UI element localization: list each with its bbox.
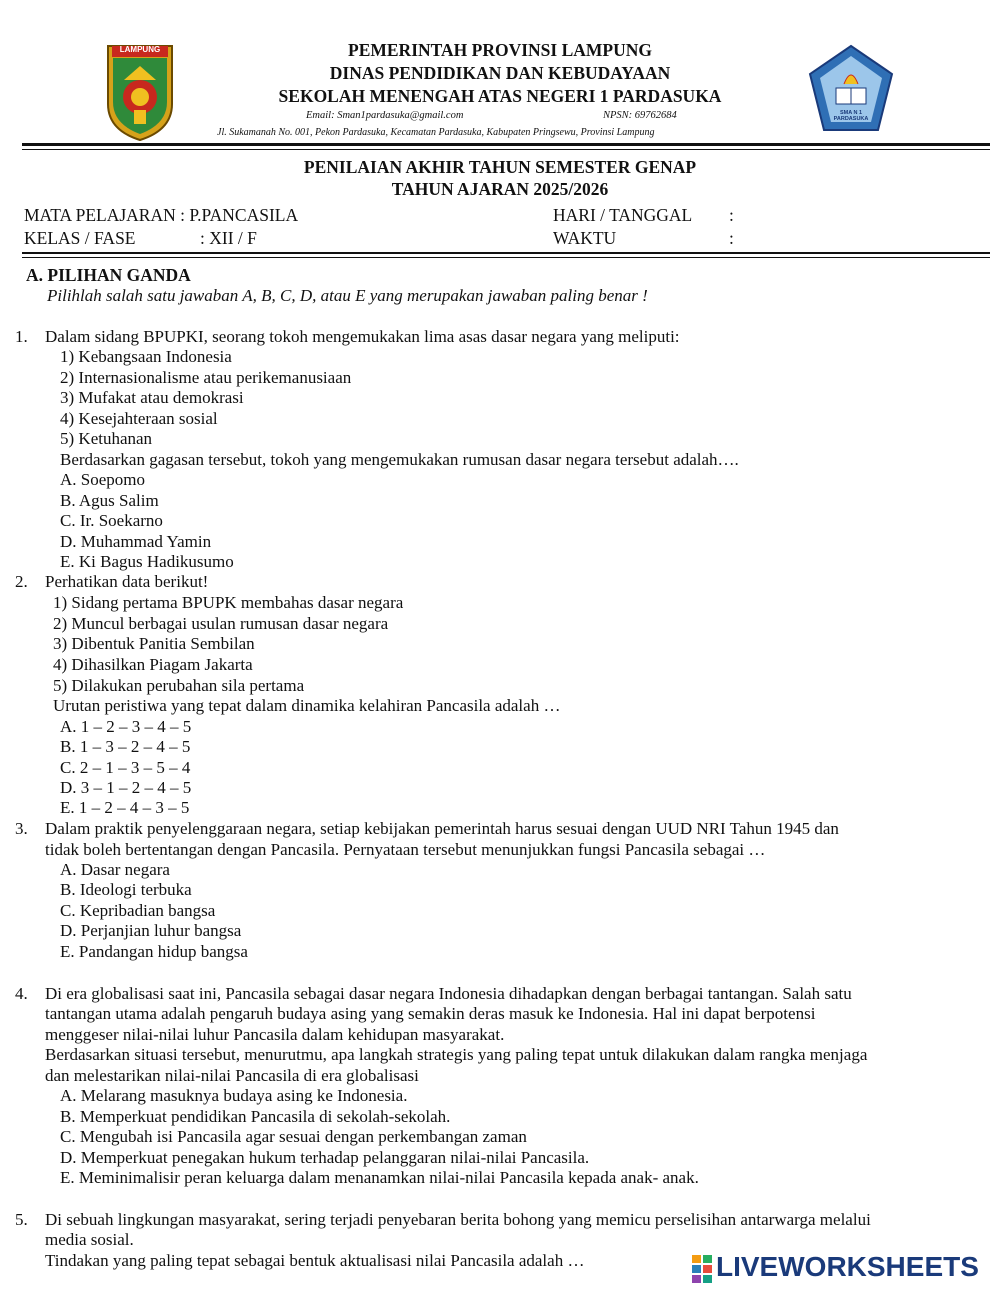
answer-option-e[interactable]: E. Pandangan hidup bangsa <box>60 942 248 961</box>
question-text: menggeser nilai-nilai luhur Pancasila dalam kehidupan masyarakat. <box>45 1025 505 1044</box>
answer-option-a[interactable]: A. Melarang masuknya budaya asing ke Indonesia. <box>60 1086 408 1105</box>
question-text: Tindakan yang paling tepat sebagai bentuk aktualisasi nilai Pancasila adalah … <box>45 1251 585 1270</box>
answer-option-d[interactable]: D. Perjanjian luhur bangsa <box>60 921 242 940</box>
time-label: WAKTU <box>553 228 617 248</box>
question-text: tidak boleh bertentangan dengan Pancasila. Pernyataan tersebut menunjukkan fungsi Pancasila sebagai … <box>45 840 766 859</box>
list-item: 4) Kesejahteraan sosial <box>60 409 218 428</box>
school-logo-label: SMA N 1 PARDASUKA <box>833 110 869 122</box>
question-number: 4. <box>15 984 28 1003</box>
question-number: 2. <box>15 572 28 591</box>
header-department: DINAS PENDIDIKAN DAN KEBUDAYAAN <box>329 63 671 83</box>
section-title: A. PILIHAN GANDA <box>26 265 191 285</box>
header-school: SEKOLAH MENENGAH ATAS NEGERI 1 PARDASUKA <box>278 86 722 106</box>
answer-option-c[interactable]: C. Mengubah isi Pancasila agar sesuai dengan perkembangan zaman <box>60 1127 527 1146</box>
question-text: Di era globalisasi saat ini, Pancasila sebagai dasar negara Indonesia dihadapkan dengan berbagai tantangan. Salah satu <box>45 984 852 1003</box>
list-item: 2) Internasionalisme atau perikemanusiaan <box>60 368 352 387</box>
answer-option-e[interactable]: E. 1 – 2 – 4 – 3 – 5 <box>60 798 190 817</box>
list-item: 2) Muncul berbagai usulan rumusan dasar negara <box>53 614 389 633</box>
answer-option-c[interactable]: C. Ir. Soekarno <box>60 511 163 530</box>
question-text: Berdasarkan situasi tersebut, menurutmu, apa langkah strategis yang paling tepat untuk dilakukan dalam rangka menjaga <box>45 1045 868 1064</box>
question-stem: Berdasarkan gagasan tersebut, tokoh yang mengemukakan rumusan dasar negara tersebut adalah…. <box>60 450 739 469</box>
lampung-logo-label: LAMPUNG <box>119 45 161 54</box>
exam-title: PENILAIAN AKHIR TAHUN SEMESTER GENAP <box>303 157 697 177</box>
time-value: : <box>729 228 734 248</box>
header-email: Email: Sman1pardasuka@gmail.com <box>306 110 464 121</box>
answer-option-e[interactable]: E. Ki Bagus Hadikusumo <box>60 552 234 571</box>
header-address: Jl. Sukamanah No. 001, Pekon Pardasuka, Kecamatan Pardasuka, Kabupaten Pringsewu, Provinsi Lampung <box>217 127 655 138</box>
list-item: 5) Ketuhanan <box>60 429 153 448</box>
answer-option-b[interactable]: B. Agus Salim <box>60 491 159 510</box>
answer-option-c[interactable]: C. 2 – 1 – 3 – 5 – 4 <box>60 758 191 777</box>
class-label: KELAS / FASE <box>24 228 136 248</box>
answer-option-b[interactable]: B. Memperkuat pendidikan Pancasila di sekolah-sekolah. <box>60 1107 451 1126</box>
answer-option-c[interactable]: C. Kepribadian bangsa <box>60 901 216 920</box>
list-item: 4) Dihasilkan Piagam Jakarta <box>53 655 253 674</box>
question-text: Dalam praktik penyelenggaraan negara, setiap kebijakan pemerintah harus sesuai dengan UUD NRI Tahun 1945 dan <box>45 819 839 838</box>
answer-option-b[interactable]: B. 1 – 3 – 2 – 4 – 5 <box>60 737 191 756</box>
answer-option-d[interactable]: D. Memperkuat penegakan hukum terhadap pelanggaran nilai-nilai Pancasila. <box>60 1148 590 1167</box>
info-divider-thin <box>22 257 990 258</box>
list-item: 1) Sidang pertama BPUPK membahas dasar negara <box>53 593 404 612</box>
header-divider-thin <box>22 149 990 150</box>
day-label: HARI / TANGGAL <box>553 205 693 225</box>
question-text: dan melestarikan nilai-nilai Pancasila di era globalisasi <box>45 1066 419 1085</box>
answer-option-b[interactable]: B. Ideologi terbuka <box>60 880 192 899</box>
liveworksheets-watermark: LIVEWORKSHEETS <box>716 1251 979 1282</box>
answer-option-a[interactable]: A. 1 – 2 – 3 – 4 – 5 <box>60 717 192 736</box>
header-province: PEMERINTAH PROVINSI LAMPUNG <box>348 40 652 60</box>
exam-year: TAHUN AJARAN 2025/2026 <box>391 179 609 199</box>
liveworksheets-icon <box>692 1255 712 1283</box>
question-text: Perhatikan data berikut! <box>45 572 209 591</box>
question-text: Di sebuah lingkungan masyarakat, sering terjadi penyebaran berita bohong yang memicu perselisihan antarwarga melalui <box>45 1210 871 1229</box>
section-instruction: Pilihlah salah satu jawaban A, B, C, D, atau E yang merupakan jawaban paling benar ! <box>47 286 648 305</box>
header-npsn: NPSN: 69762684 <box>603 110 677 121</box>
list-item: 5) Dilakukan perubahan sila pertama <box>53 676 305 695</box>
question-text: Dalam sidang BPUPKI, seorang tokoh mengemukakan lima asas dasar negara yang meliputi: <box>45 327 680 346</box>
question-number: 1. <box>15 327 28 346</box>
answer-option-d[interactable]: D. 3 – 1 – 2 – 4 – 5 <box>60 778 192 797</box>
info-divider-thick <box>22 252 990 254</box>
day-value: : <box>729 205 734 225</box>
answer-option-e[interactable]: E. Meminimalisir peran keluarga dalam menanamkan nilai-nilai Pancasila kepada anak- anak. <box>60 1168 699 1187</box>
question-text: media sosial. <box>45 1230 134 1249</box>
question-number: 3. <box>15 819 28 838</box>
list-item: 3) Mufakat atau demokrasi <box>60 388 244 407</box>
subject-label: MATA PELAJARAN : P.PANCASILA <box>24 205 299 225</box>
answer-option-a[interactable]: A. Soepomo <box>60 470 145 489</box>
list-item: 1) Kebangsaan Indonesia <box>60 347 232 366</box>
header-divider-thick <box>22 143 990 146</box>
list-item: 3) Dibentuk Panitia Sembilan <box>53 634 255 653</box>
question-stem: Urutan peristiwa yang tepat dalam dinamika kelahiran Pancasila adalah … <box>53 696 561 715</box>
class-value: : XII / F <box>200 228 257 248</box>
answer-option-a[interactable]: A. Dasar negara <box>60 860 170 879</box>
answer-option-d[interactable]: D. Muhammad Yamin <box>60 532 212 551</box>
question-text: tantangan utama adalah pengaruh budaya asing yang semakin deras masuk ke Indonesia. Hal ini dapat berpotensi <box>45 1004 816 1023</box>
question-number: 5. <box>15 1210 28 1229</box>
